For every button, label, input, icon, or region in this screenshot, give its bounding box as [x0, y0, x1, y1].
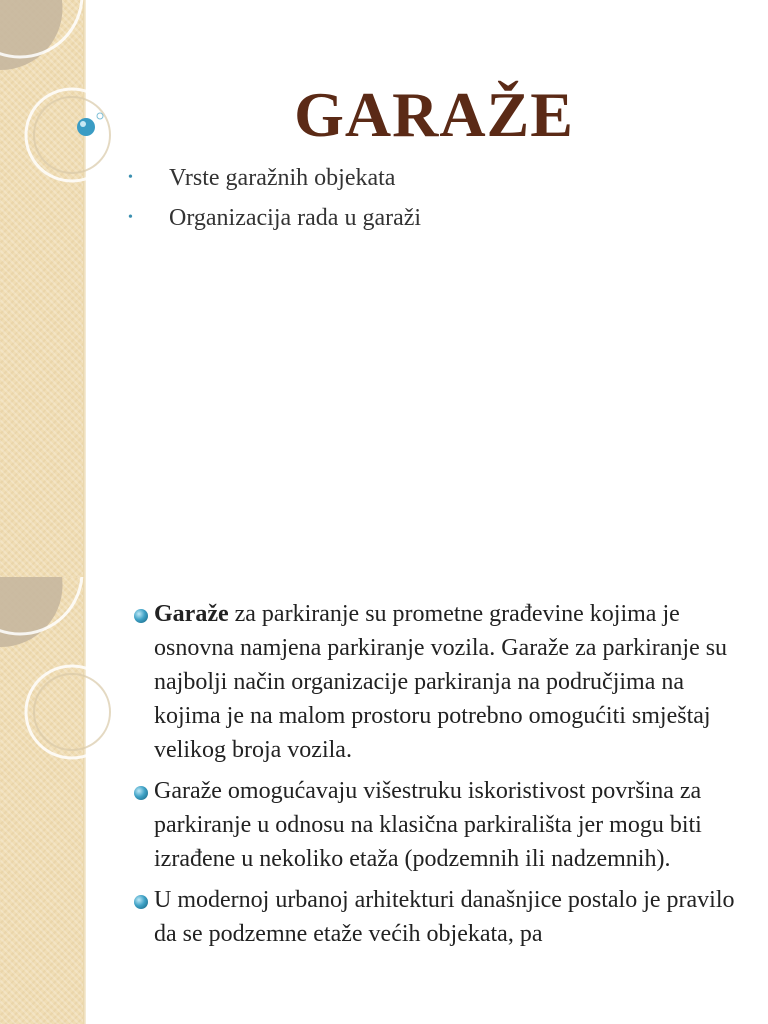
list-item: Garaže za parkiranje su prometne građevine kojima je osnovna namjena parkiranje vozila. Garaže za parkiranje su najbolji način organizacije parkiranja na područjima na kojima je na malom prostoru potrebno omogućiti smještaj velikog broja vozila. — [132, 597, 752, 767]
bullet-orb-icon — [134, 609, 148, 623]
list-item: Garaže omogućavaju višestruku iskoristivost površina za parkiranje u odnosu na klasična parkirališta jer mogu biti izrađene u nekoliko etaža (podzemnih ili nadzemnih). — [132, 774, 752, 876]
list-item: • Vrste garažnih objekata — [128, 158, 421, 198]
bullet-dot-icon: • — [128, 170, 133, 185]
list-item: U modernoj urbanoj arhitekturi današnjice postalo je pravilo da se podzemne etaže većih objekata, pa — [132, 883, 752, 951]
bullet-orb-icon — [134, 895, 148, 909]
content-list — [132, 597, 752, 958]
bullet-orb-icon — [134, 786, 148, 800]
list-item: • Organizacija rada u garaži — [128, 198, 421, 238]
topic-list — [128, 158, 421, 238]
slide-2 — [0, 577, 768, 1024]
decorative-circles — [0, 577, 130, 777]
bullet-dot-icon: • — [128, 210, 133, 225]
slide-title: GARAŽE — [294, 79, 574, 150]
